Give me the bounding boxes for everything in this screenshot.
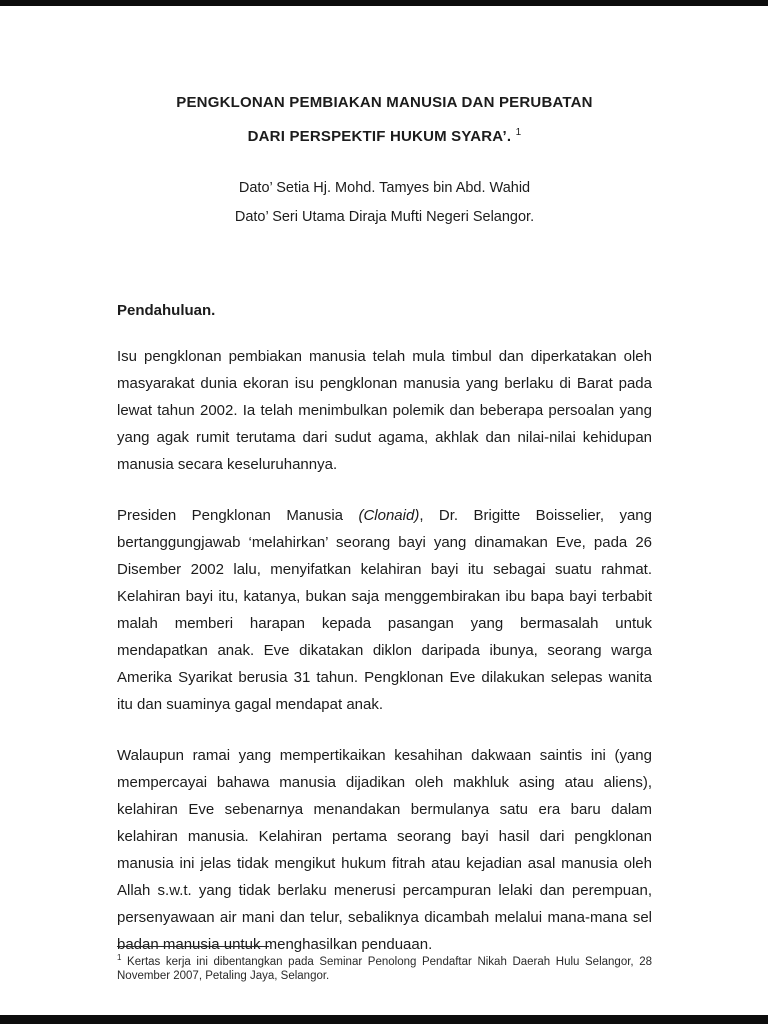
footnote-body: Kertas kerja ini dibentangkan pada Seminar Penolong Pendaftar Nikah Daerah Hulu Selangor, 28 November 2007, Petaling Jaya, Selangor. [117, 955, 652, 982]
footnote-text [117, 951, 652, 983]
paragraph-2-text-start: Presiden Pengklonan Manusia [117, 507, 359, 524]
paragraph-2 [117, 502, 652, 718]
footnote-reference-number: 1 [117, 953, 122, 962]
author-name: Dato’ Setia Hj. Mohd. Tamyes bin Abd. Wahid [238, 180, 531, 196]
paragraph-2-italic-term: (Clonaid) [358, 507, 420, 524]
title-footnote-reference: 1 [515, 127, 522, 138]
bottom-edge-border [0, 1015, 768, 1024]
author-block [117, 174, 652, 232]
title-line-2-text: DARI PERSPEKTIF HUKUM SYARA’. [247, 128, 512, 145]
footnote-section [117, 946, 652, 983]
paragraph-2-text-end: , Dr. Brigitte Boisselier, yang bertanggungjawab ‘melahirkan’ seorang bayi yang dinamakan Eve, pada 26 Disember 2002 lalu, menyifatkan kelahiran bayi itu sebagai suatu rahmat. Kelahiran bayi itu, katanya, bukan saja menggembirakan ibu bapa bayi terbabit malah memberi harapan kepada pasangan yang bermasalah untuk mendapatkan anak. Eve dikatakan diklon daripada ibunya, seorang warga Amerika Syarikat berusia 31 tahun. Pengklonan Eve dilakukan selepas wanita itu dan suaminya gagal mendapat anak. [117, 507, 652, 713]
paragraph-1: Isu pengklonan pembiakan manusia telah mula timbul dan diperkatakan oleh masyarakat dunia ekoran isu pengklonan manusia yang berlaku di Barat pada lewat tahun 2002. Ia telah menimbulkan polemik dan beberapa persoalan yang yang agak rumit terutama dari sudut agama, akhlak dan nilai-nilai kehidupan manusia secara keseluruhannya. [117, 348, 652, 473]
footnote-separator-rule [117, 946, 269, 947]
title-line-2 [117, 118, 652, 152]
section-heading: Pendahuluan. [117, 302, 216, 319]
title-line-1: PENGKLONAN PEMBIAKAN MANUSIA DAN PERUBATAN [176, 94, 593, 111]
top-edge-border [0, 0, 768, 6]
paragraph-3: Walaupun ramai yang mempertikaikan kesahihan dakwaan saintis ini (yang mempercayai bahawa manusia dijadikan oleh makhluk asing atau aliens), kelahiran Eve sebenarnya menandakan bermulanya satu era baru dalam kelahiran manusia. Kelahiran pertama seorang bayi hasil dari pengklonan manusia ini jelas tidak mengikut hukum fitrah atau kejadian asal manusia oleh Allah s.w.t. yang tidak berlaku menerusi percampuran lelaki dan perempuan, persenyawaan air mani dan telur, sebaliknya dicambah melalui mana-mana sel badan manusia untuk menghasilkan penduaan. [117, 747, 652, 953]
document-title [117, 88, 652, 152]
author-title: Dato’ Seri Utama Diraja Mufti Negeri Selangor. [234, 209, 535, 225]
